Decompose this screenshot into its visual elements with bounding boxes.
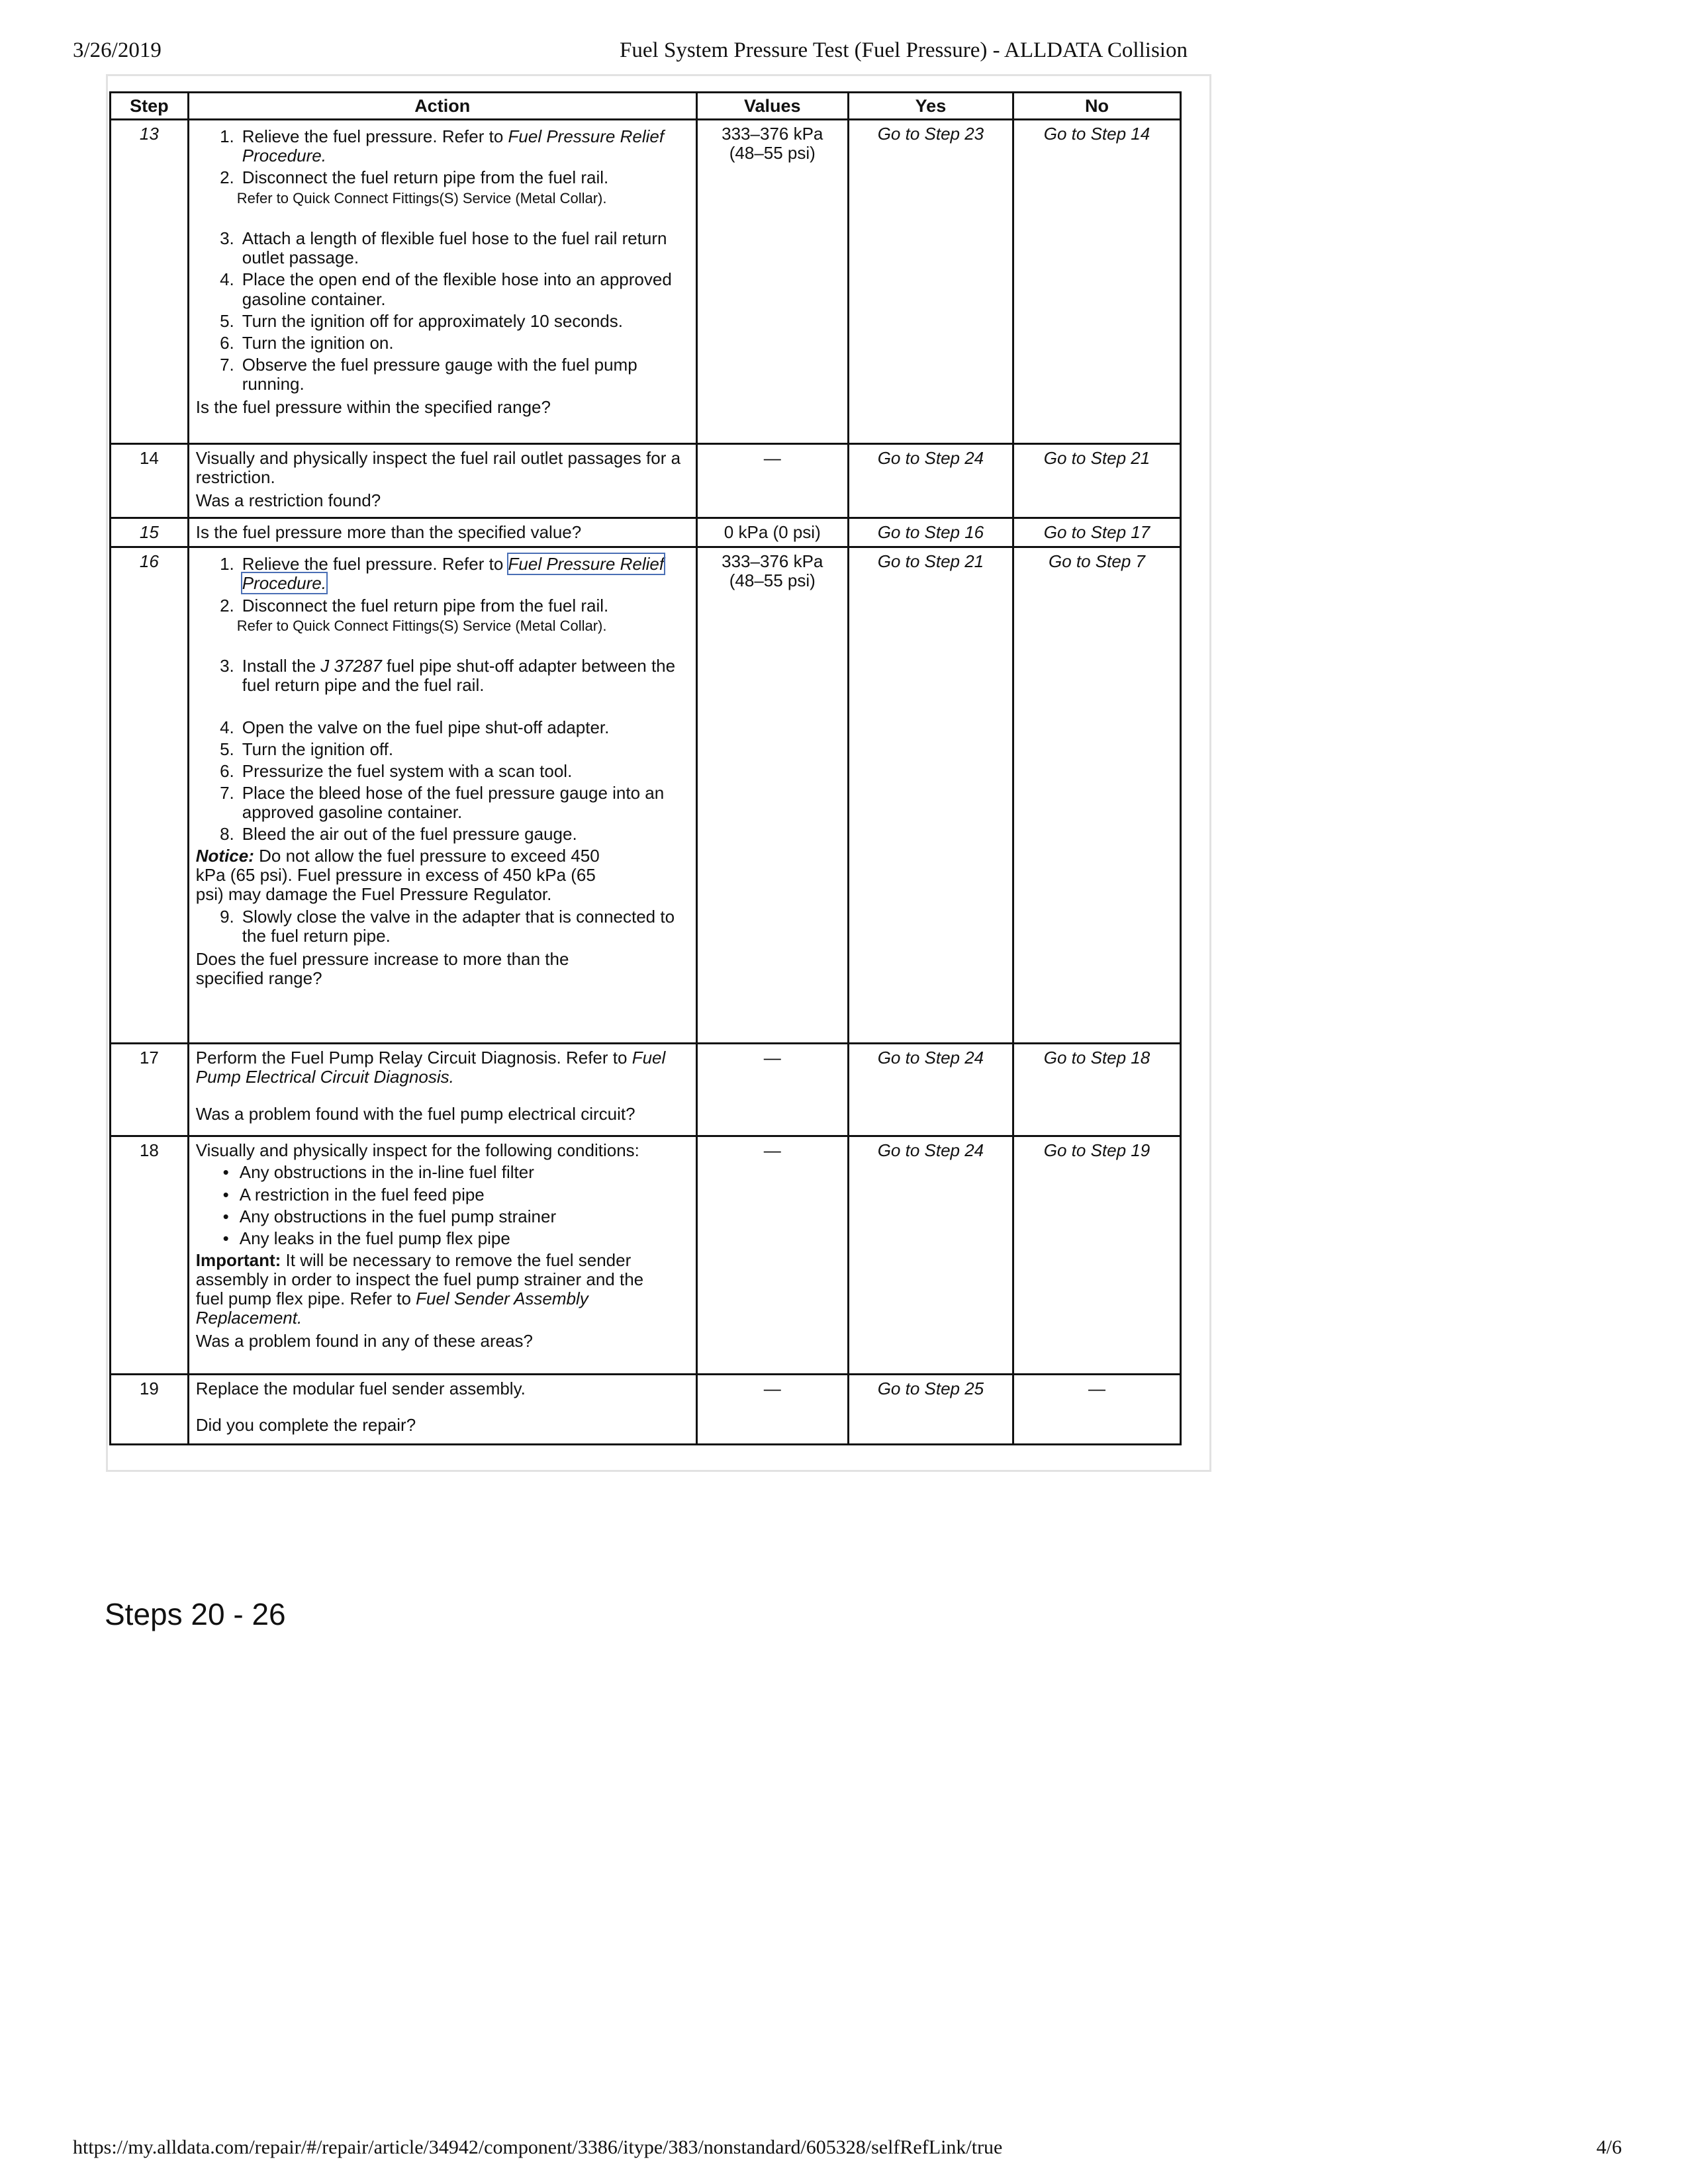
step-yes: Go to Step 21 [848, 547, 1013, 1044]
table-row [111, 518, 1181, 547]
step-action: Perform the Fuel Pump Relay Circuit Diagnosis. Refer to Fuel Pump Electrical Circuit Diagnosis. Was a problem found with the fuel pump electrical circuit? [188, 1044, 696, 1136]
fuel-pressure-relief-link[interactable]: Fuel Pressure Relief Procedure. [242, 126, 665, 166]
table-row [111, 1375, 1181, 1445]
step-yes: Go to Step 24 [848, 1044, 1013, 1136]
step-question: Was a restriction found? [195, 490, 381, 511]
step-action: 1. Relieve the fuel pressure. Refer to Fuel Pressure Relief Procedure. 2. Disconnect the fuel return pipe from the fuel rail. Refer to Quick Connect Fittings(S) Service (Metal Collar). 3. Install the J 37287 fuel pipe shut-off adapter between the fuel return pipe and the fuel rail. 4. Open the valve on the fuel pipe shut-off adapter. 5. Turn the ignition off. 6. Pressurize the fuel system with a scan tool. 7. Place the bleed hose of the fuel pressure gauge into an approved gasoline container. 8. Bleed the air out of the fuel pressure gauge. Notice: Do not allow the fuel pressure to exceed 450 kPa (65 psi). Fuel pressure in excess of 450 kPa (65 psi) may damage the Fuel Pressure Regulator. 9. Slowly close the valve in the adapter that is connected to the fuel return pipe. Does the fuel pressure increase to more than the specified range? [188, 547, 696, 1044]
step-number: 17 [111, 1044, 189, 1136]
step-no: Go to Step 17 [1013, 518, 1180, 547]
step-no: Go to Step 21 [1013, 444, 1180, 518]
table-row [111, 1136, 1181, 1375]
fuel-pressure-relief-link[interactable]: Fuel Pressure Relief Procedure. [242, 554, 665, 594]
step-action: Visually and physically inspect for the following conditions: • Any obstructions in the in-line fuel filter • A restriction in the fuel feed pipe • Any obstructions in the fuel pump strainer • Any leaks in the fuel pump flex pipe Important: It will be necessary to remove the fuel sender assembly in order to inspect the fuel pump strainer and the fuel pump flex pipe. Refer to Fuel Sender Assembly Replacement. Was a problem found in any of these areas? [188, 1136, 696, 1375]
table-row [111, 547, 1181, 1044]
step-value: — [696, 1136, 848, 1375]
header-step: Step [111, 93, 189, 120]
step-action: Visually and physically inspect the fuel rail outlet passages for a restriction. Was a restriction found? [188, 444, 696, 518]
step-value: — [696, 444, 848, 518]
step-number: 14 [111, 444, 189, 518]
step-no: Go to Step 7 [1013, 547, 1180, 1044]
step-yes: Go to Step 23 [848, 120, 1013, 444]
step-yes: Go to Step 25 [848, 1375, 1013, 1445]
step-question: Was a problem found with the fuel pump electrical circuit? [195, 1103, 635, 1124]
page-number: 4/6 [1596, 2136, 1622, 2158]
important-text: Important: It will be necessary to remove the fuel sender assembly in order to inspect the fuel pump strainer and the fuel pump flex pipe. Refer to Fuel Sender Assembly Replacement. [195, 1250, 644, 1328]
step-yes: Go to Step 16 [848, 518, 1013, 547]
step-no: Go to Step 19 [1013, 1136, 1180, 1375]
step-action: 1. Relieve the fuel pressure. Refer to Fuel Pressure Relief Procedure. 2. Disconnect the fuel return pipe from the fuel rail. Refer to Quick Connect Fittings(S) Service (Metal Collar). 3. Attach a length of flexible fuel hose to the fuel rail return outlet passage. 4. Place the open end of the flexible hose into an approved gasoline container. 5. Turn the ignition off for approximately 10 seconds. 6. Turn the ignition on. 7. Observe the fuel pressure gauge with the fuel pump running. Is the fuel pressure within the specified range? [188, 120, 696, 444]
step-number: 18 [111, 1136, 189, 1375]
table-row [111, 120, 1181, 444]
step-yes: Go to Step 24 [848, 444, 1013, 518]
notice-text: Notice: Do not allow the fuel pressure to exceed 450 kPa (65 psi). Fuel pressure in excess of 450 kPa (65 psi) may damage the Fuel Pressure Regulator. [195, 846, 600, 905]
step-number: 13 [111, 120, 189, 444]
step-number: 16 [111, 547, 189, 1044]
print-date: 3/26/2019 [73, 38, 162, 62]
step-number: 15 [111, 518, 189, 547]
step-question: Did you complete the repair? [195, 1415, 416, 1435]
header-yes: Yes [848, 93, 1013, 120]
step-no: — [1013, 1375, 1180, 1445]
step-question: Is the fuel pressure more than the specified value? [195, 522, 582, 543]
print-title: Fuel System Pressure Test (Fuel Pressure) - ALLDATA Collision [620, 38, 1188, 62]
step-value: — [696, 1044, 848, 1136]
step-action [188, 518, 696, 547]
step-no: Go to Step 18 [1013, 1044, 1180, 1136]
header-no: No [1013, 93, 1180, 120]
step-question: Was a problem found in any of these areas? [195, 1331, 533, 1351]
step-no: Go to Step 14 [1013, 120, 1180, 444]
step-number: 19 [111, 1375, 189, 1445]
fuel-sender-replacement-link[interactable]: Fuel Sender Assembly Replacement. [195, 1289, 588, 1328]
step-value: 333–376 kPa (48–55 psi) [696, 120, 848, 444]
table-row [111, 1044, 1181, 1136]
step-question: Does the fuel pressure increase to more than the specified range? [195, 948, 569, 988]
step-value: — [696, 1375, 848, 1445]
header-values: Values [696, 93, 848, 120]
step-value: 0 kPa (0 psi) [696, 518, 848, 547]
header-action: Action [188, 93, 696, 120]
step-action: Replace the modular fuel sender assembly. Did you complete the repair? [188, 1375, 696, 1445]
step-sub-reference: Refer to Quick Connect Fittings(S) Service (Metal Collar). [236, 617, 607, 634]
page-url: https://my.alldata.com/repair/#/repair/article/34942/component/3386/itype/383/nonstandard/605328/selfRefLink/true [73, 2136, 1003, 2158]
step-question: Is the fuel pressure within the specified range? [195, 397, 551, 418]
step-sub-reference: Refer to Quick Connect Fittings(S) Service (Metal Collar). [236, 189, 607, 206]
step-value: 333–376 kPa (48–55 psi) [696, 547, 848, 1044]
diagnostic-table [109, 91, 1182, 1445]
table-header-row [111, 93, 1181, 120]
step-yes: Go to Step 24 [848, 1136, 1013, 1375]
section-heading: Steps 20 - 26 [105, 1597, 286, 1631]
fuel-pump-circuit-diagnosis-link[interactable]: Fuel Pump Electrical Circuit Diagnosis. [195, 1048, 666, 1087]
table-row [111, 444, 1181, 518]
